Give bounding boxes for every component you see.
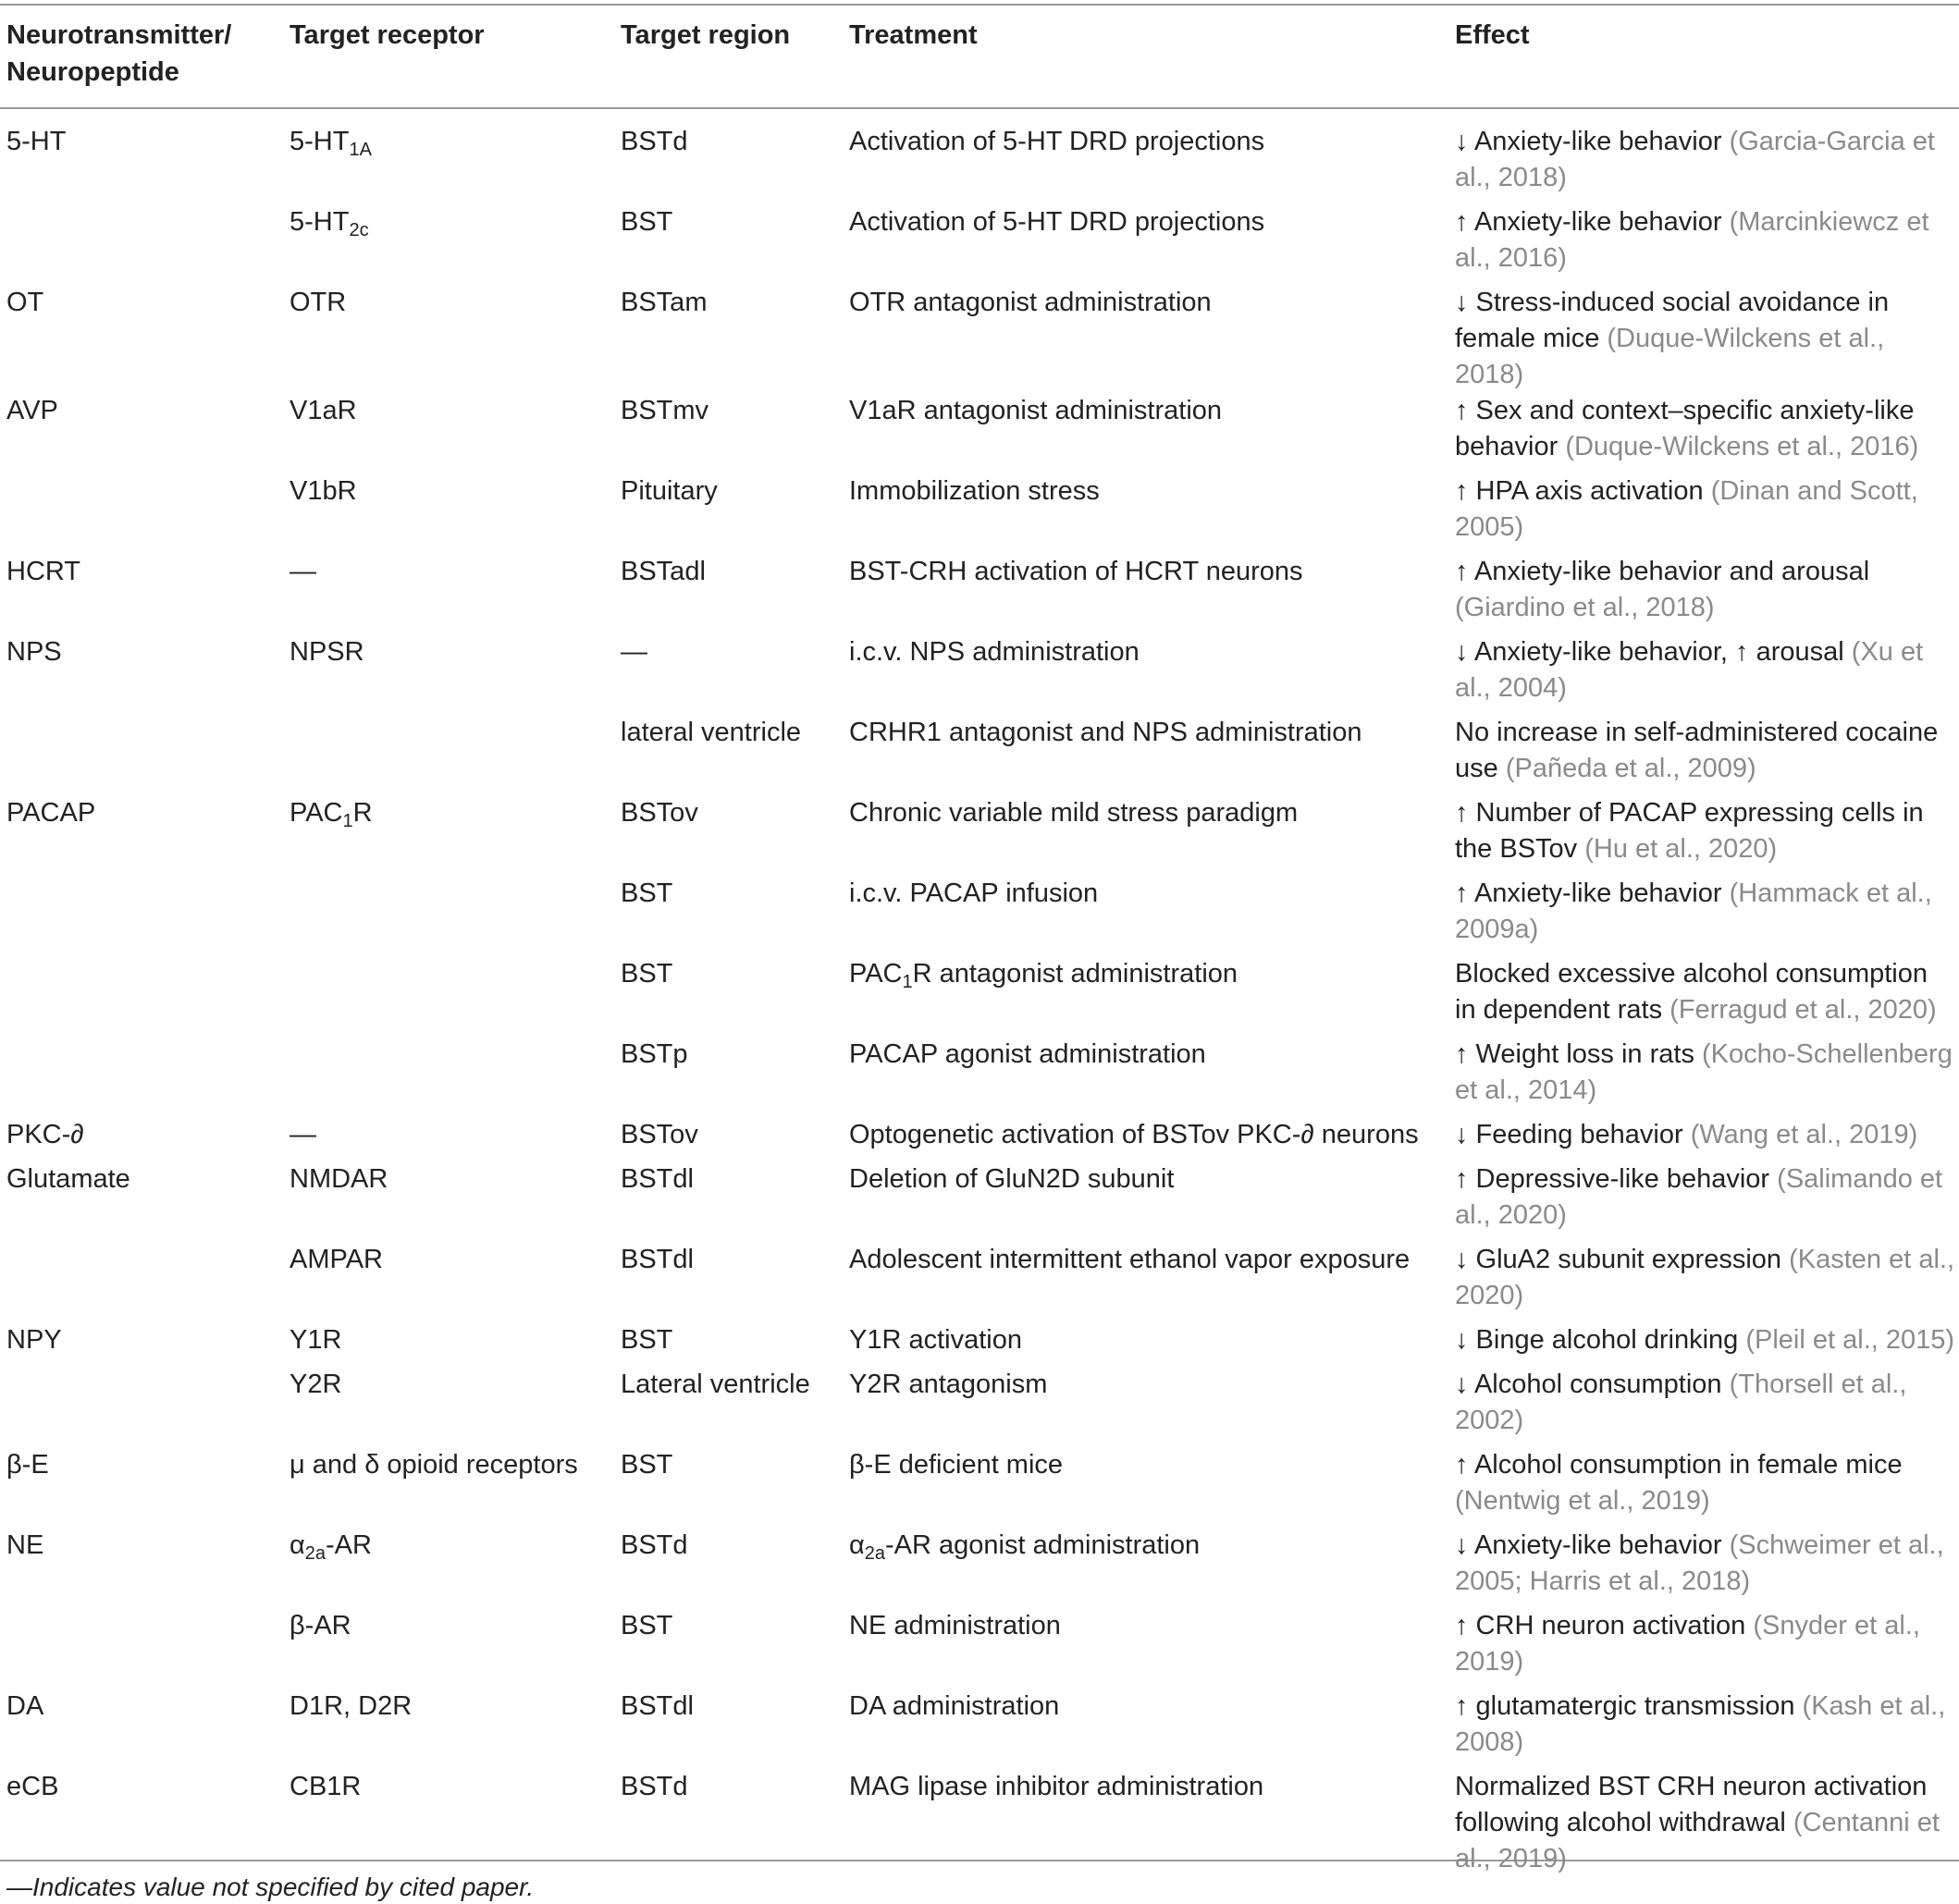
cell-target-receptor: [283, 1037, 614, 1117]
cell-treatment: [843, 285, 1448, 393]
cell-target-region: [614, 1117, 843, 1161]
table-row: [0, 634, 1959, 715]
region-text: BSTam: [621, 288, 708, 317]
receptor-subscript: 2a: [304, 1543, 326, 1564]
effect-text: ↑ glutamatergic transmission: [1455, 1691, 1803, 1721]
cell-target-region: [614, 634, 843, 715]
neurotransmitter-text: OT: [6, 288, 44, 317]
cell-target-region: [614, 1447, 843, 1528]
cell-treatment: [843, 1367, 1448, 1447]
cell-effect: [1448, 1322, 1959, 1367]
treatment-text: V1aR antagonist administration: [849, 396, 1223, 425]
cell-target-region: [614, 1367, 843, 1447]
effect-text: ↑ Anxiety-like behavior: [1455, 878, 1730, 908]
cell-neurotransmitter: [0, 876, 283, 956]
cell-neurotransmitter: [0, 285, 283, 393]
cell-target-region: [614, 473, 843, 554]
table-row: [0, 393, 1959, 473]
effect-text: No increase in self-administered cocaine use: [1455, 718, 1939, 783]
effect-text: ↑ Alcohol consumption in female mice: [1455, 1450, 1903, 1480]
effect-text: ↓ Anxiety-like behavior, ↑ arousal: [1455, 637, 1852, 667]
effect-text: ↑ Sex and context–specific anxiety-like behavior: [1455, 396, 1915, 461]
cell-target-receptor: [283, 204, 614, 285]
citation-text: (Kasten et al., 2020): [1455, 1245, 1955, 1310]
table-row: [0, 1769, 1959, 1886]
receptor-text: 5-HT: [290, 207, 350, 237]
table-row: [0, 107, 1959, 204]
cell-treatment: [843, 1161, 1448, 1242]
treatment-text: Activation of 5-HT DRD projections: [849, 127, 1265, 156]
table-row: [0, 285, 1959, 393]
cell-effect: [1448, 1161, 1959, 1242]
cell-neurotransmitter: [0, 1608, 283, 1689]
cell-target-receptor: [283, 876, 614, 956]
cell-treatment: [843, 1117, 1448, 1161]
effect-text: ↓ GluA2 subunit expression: [1455, 1245, 1790, 1274]
citation-text: (Pleil et al., 2015): [1745, 1325, 1955, 1355]
treatment-suffix: R antagonist administration: [912, 959, 1238, 989]
receptor-text: NPSR: [290, 637, 364, 667]
treatment-text: Activation of 5-HT DRD projections: [849, 207, 1265, 237]
treatment-text: NE administration: [849, 1611, 1061, 1640]
cell-treatment: [843, 1608, 1448, 1689]
cell-neurotransmitter: [0, 1367, 283, 1447]
region-text: BST: [621, 878, 673, 908]
cell-target-region: [614, 1242, 843, 1322]
table-top-rule: [0, 4, 1959, 6]
treatment-text: Y1R activation: [849, 1325, 1022, 1355]
cell-neurotransmitter: [0, 1769, 283, 1886]
cell-treatment: [843, 1528, 1448, 1608]
effect-text: ↑ Number of PACAP expressing cells in the BSTov: [1455, 798, 1924, 864]
citation-text: (Xu et al., 2004): [1455, 637, 1924, 703]
cell-target-region: [614, 107, 843, 204]
cell-target-receptor: [283, 1117, 614, 1161]
receptor-text: 5-HT: [290, 127, 350, 156]
effect-text: ↑ CRH neuron activation: [1455, 1611, 1754, 1640]
region-text: Pituitary: [621, 476, 718, 506]
cell-treatment: [843, 1769, 1448, 1886]
cell-target-receptor: [283, 1447, 614, 1528]
cell-treatment: [843, 554, 1448, 634]
cell-target-receptor: [283, 956, 614, 1037]
cell-neurotransmitter: [0, 1322, 283, 1367]
table-row: [0, 1161, 1959, 1242]
treatment-text: PACAP agonist administration: [849, 1039, 1206, 1069]
table-row: [0, 795, 1959, 876]
cell-neurotransmitter: [0, 1037, 283, 1117]
cell-neurotransmitter: [0, 1689, 283, 1769]
citation-text: (Duque-Wilckens et al., 2016): [1565, 432, 1919, 461]
receptor-text: μ and δ opioid receptors: [290, 1450, 578, 1480]
cell-target-receptor: [283, 393, 614, 473]
cell-treatment: [843, 634, 1448, 715]
region-text: BSTdl: [621, 1691, 694, 1721]
effect-text: ↑ Anxiety-like behavior and arousal: [1455, 557, 1870, 586]
cell-target-region: [614, 1769, 843, 1886]
region-text: lateral ventricle: [621, 718, 802, 747]
neurotransmitter-text: PACAP: [6, 798, 96, 828]
cell-target-region: [614, 393, 843, 473]
cell-effect: [1448, 795, 1959, 876]
neurotransmitter-text: DA: [6, 1691, 44, 1721]
citation-text: (Schweimer et al., 2005; Harris et al., 2018): [1455, 1530, 1944, 1596]
receptor-subscript: 1A: [349, 140, 372, 160]
treatment-suffix: -AR agonist administration: [885, 1530, 1201, 1560]
cell-neurotransmitter: [0, 204, 283, 285]
treatment-text: Y2R antagonism: [849, 1370, 1048, 1399]
cell-effect: [1448, 1117, 1959, 1161]
treatment-text: Immobilization stress: [849, 476, 1100, 506]
cell-target-receptor: [283, 554, 614, 634]
region-text: BST: [621, 1450, 673, 1480]
table-row: [0, 473, 1959, 554]
receptor-text: PAC: [290, 798, 343, 828]
cell-treatment: [843, 1322, 1448, 1367]
effect-text: ↓ Anxiety-like behavior: [1455, 1530, 1730, 1560]
cell-effect: [1448, 715, 1959, 795]
receptor-text: D1R, D2R: [290, 1691, 413, 1721]
effect-text: ↓ Anxiety-like behavior: [1455, 127, 1730, 156]
neurotransmitter-text: Glutamate: [6, 1164, 130, 1194]
cell-treatment: [843, 715, 1448, 795]
cell-target-receptor: [283, 473, 614, 554]
table-row: [0, 1322, 1959, 1367]
treatment-text: α: [849, 1530, 865, 1560]
effect-text: ↑ Anxiety-like behavior: [1455, 207, 1730, 237]
treatment-text: Optogenetic activation of BSTov PKC-∂ neurons: [849, 1120, 1419, 1149]
region-text: BSTp: [621, 1039, 688, 1069]
receptor-suffix: R: [352, 798, 373, 828]
neurotransmitter-text: β-E: [6, 1450, 49, 1480]
treatment-text: i.c.v. PACAP infusion: [849, 878, 1099, 908]
header-treatment: Treatment: [849, 20, 978, 50]
receptor-suffix: -AR: [326, 1530, 372, 1560]
cell-treatment: [843, 876, 1448, 956]
table-row: [0, 715, 1959, 795]
effect-text: ↓ Stress-induced social avoidance in female mice: [1455, 288, 1890, 353]
cell-effect: [1448, 1242, 1959, 1322]
cell-target-receptor: [283, 1322, 614, 1367]
cell-neurotransmitter: [0, 1242, 283, 1322]
region-text: BSTmv: [621, 396, 709, 425]
cell-treatment: [843, 1037, 1448, 1117]
cell-target-region: [614, 1322, 843, 1367]
cell-target-receptor: [283, 107, 614, 204]
neurotransmitter-text: NPS: [6, 637, 62, 667]
region-text: BSTd: [621, 1530, 688, 1560]
cell-effect: [1448, 204, 1959, 285]
table-row: [0, 1242, 1959, 1322]
table-row: [0, 876, 1959, 956]
cell-target-region: [614, 795, 843, 876]
cell-target-receptor: [283, 1161, 614, 1242]
cell-neurotransmitter: [0, 473, 283, 554]
cell-treatment: [843, 1689, 1448, 1769]
citation-text: (Salimando et al., 2020): [1455, 1164, 1943, 1230]
receptor-text: Y1R: [290, 1325, 342, 1355]
cell-target-region: [614, 876, 843, 956]
receptor-text: CB1R: [290, 1772, 362, 1801]
treatment-text: Chronic variable mild stress paradigm: [849, 798, 1299, 828]
citation-text: (Wang et al., 2019): [1690, 1120, 1918, 1149]
cell-effect: [1448, 1037, 1959, 1117]
receptor-subscript: 2c: [349, 220, 369, 240]
cell-target-region: [614, 1037, 843, 1117]
region-text: BSTd: [621, 127, 688, 156]
neurotransmitter-text: PKC-∂: [6, 1120, 84, 1149]
cell-target-region: [614, 204, 843, 285]
cell-effect: [1448, 393, 1959, 473]
citation-text: (Marcinkiewcz et al., 2016): [1455, 207, 1929, 273]
region-text: —: [621, 637, 647, 667]
table-row: [0, 1528, 1959, 1608]
header-neurotransmitter: Neurotransmitter/ Neuropeptide: [6, 20, 232, 87]
table-row: [0, 554, 1959, 634]
receptor-text: α: [290, 1530, 305, 1560]
region-text: BSTov: [621, 798, 698, 828]
region-text: BST: [621, 207, 673, 237]
table-row: [0, 1117, 1959, 1161]
cell-effect: [1448, 1528, 1959, 1608]
treatment-text: β-E deficient mice: [849, 1450, 1064, 1480]
cell-neurotransmitter: [0, 393, 283, 473]
treatment-text: Deletion of GluN2D subunit: [849, 1164, 1175, 1194]
neurotransmitter-text: eCB: [6, 1772, 59, 1801]
citation-text: (Nentwig et al., 2019): [1455, 1486, 1710, 1516]
data-table: [0, 17, 1959, 1886]
region-text: BST: [621, 959, 673, 989]
receptor-text: AMPAR: [290, 1245, 383, 1274]
receptor-text: V1bR: [290, 476, 357, 506]
cell-treatment: [843, 1447, 1448, 1528]
table-row: [0, 956, 1959, 1037]
cell-effect: [1448, 1608, 1959, 1689]
cell-neurotransmitter: [0, 107, 283, 204]
receptor-text: NMDAR: [290, 1164, 388, 1194]
treatment-text: BST-CRH activation of HCRT neurons: [849, 557, 1303, 586]
table-footnote: —Indicates value not specified by cited paper.: [6, 1873, 535, 1901]
cell-effect: [1448, 285, 1959, 393]
neurotransmitter-text: 5-HT: [6, 127, 67, 156]
effect-text: Blocked excessive alcohol consumption in dependent rats: [1455, 959, 1928, 1025]
cell-treatment: [843, 795, 1448, 876]
citation-text: (Hu et al., 2020): [1584, 834, 1778, 864]
cell-target-region: [614, 956, 843, 1037]
region-text: BST: [621, 1325, 673, 1355]
receptor-text: β-AR: [290, 1611, 351, 1640]
table-row: [0, 1447, 1959, 1528]
effect-text: ↑ HPA axis activation: [1455, 476, 1711, 506]
cell-neurotransmitter: [0, 1447, 283, 1528]
cell-target-receptor: [283, 1689, 614, 1769]
effect-text: ↓ Alcohol consumption: [1455, 1370, 1730, 1399]
cell-effect: [1448, 634, 1959, 715]
region-text: BSTd: [621, 1772, 688, 1801]
header-target-receptor: Target receptor: [290, 20, 485, 50]
cell-target-receptor: [283, 1608, 614, 1689]
header-effect: Effect: [1455, 20, 1530, 50]
citation-text: (Centanni et al., 2019): [1455, 1808, 1940, 1873]
cell-target-receptor: [283, 285, 614, 393]
cell-treatment: [843, 473, 1448, 554]
cell-effect: [1448, 1367, 1959, 1447]
cell-neurotransmitter: [0, 795, 283, 876]
cell-treatment: [843, 1242, 1448, 1322]
region-text: BST: [621, 1611, 673, 1640]
region-text: BSTadl: [621, 557, 706, 586]
cell-effect: [1448, 876, 1959, 956]
region-text: BSTdl: [621, 1164, 694, 1194]
cell-effect: [1448, 473, 1959, 554]
neurotransmitter-text: HCRT: [6, 557, 81, 586]
region-text: BSTov: [621, 1120, 698, 1149]
receptor-text: V1aR: [290, 396, 357, 425]
citation-text: (Giardino et al., 2018): [1455, 593, 1715, 622]
cell-target-receptor: [283, 795, 614, 876]
citation-text: (Dinan and Scott, 2005): [1455, 476, 1918, 542]
effect-text: ↓ Binge alcohol drinking: [1455, 1325, 1746, 1355]
neurotransmitter-text: NPY: [6, 1325, 62, 1355]
cell-neurotransmitter: [0, 1161, 283, 1242]
cell-effect: [1448, 1689, 1959, 1769]
cell-target-region: [614, 1608, 843, 1689]
citation-text: (Ferragud et al., 2020): [1669, 995, 1937, 1025]
treatment-subscript: 1: [902, 972, 913, 992]
citation-text: (Kocho-Schellenberg et al., 2014): [1455, 1039, 1953, 1105]
neurotransmitter-text: AVP: [6, 396, 58, 425]
cell-neurotransmitter: [0, 956, 283, 1037]
receptor-text: Y2R: [290, 1370, 342, 1399]
region-text: BSTdl: [621, 1245, 694, 1274]
cell-target-region: [614, 1689, 843, 1769]
header-target-region: Target region: [621, 20, 791, 50]
cell-neurotransmitter: [0, 554, 283, 634]
neurotransmitter-text: NE: [6, 1530, 44, 1560]
cell-target-region: [614, 1528, 843, 1608]
treatment-subscript: 2a: [864, 1543, 886, 1564]
table-row: [0, 1689, 1959, 1769]
cell-neurotransmitter: [0, 1117, 283, 1161]
receptor-text: —: [290, 557, 316, 586]
table-body: [0, 107, 1959, 1886]
treatment-text: PAC: [849, 959, 903, 989]
cell-target-receptor: [283, 1242, 614, 1322]
table-row: [0, 1037, 1959, 1117]
cell-treatment: [843, 204, 1448, 285]
receptor-subscript: 1: [342, 811, 353, 831]
effect-text: ↓ Feeding behavior: [1455, 1120, 1691, 1149]
treatment-text: CRHR1 antagonist and NPS administration: [849, 718, 1362, 747]
treatment-text: Adolescent intermittent ethanol vapor exposure: [849, 1245, 1411, 1274]
treatment-text: i.c.v. NPS administration: [849, 637, 1140, 667]
cell-neurotransmitter: [0, 634, 283, 715]
cell-effect: [1448, 554, 1959, 634]
treatment-text: MAG lipase inhibitor administration: [849, 1772, 1264, 1801]
table-row: [0, 1608, 1959, 1689]
cell-target-region: [614, 1161, 843, 1242]
citation-text: (Garcia-Garcia et al., 2018): [1455, 127, 1935, 192]
cell-effect: [1448, 956, 1959, 1037]
cell-target-receptor: [283, 1367, 614, 1447]
cell-neurotransmitter: [0, 1528, 283, 1608]
table-row: [0, 1367, 1959, 1447]
cell-effect: [1448, 1447, 1959, 1528]
treatment-text: OTR antagonist administration: [849, 288, 1212, 317]
table-row: [0, 204, 1959, 285]
cell-target-receptor: [283, 634, 614, 715]
cell-target-receptor: [283, 715, 614, 795]
effect-text: ↑ Depressive-like behavior: [1455, 1164, 1778, 1194]
citation-text: (Hammack et al., 2009a): [1455, 878, 1932, 944]
cell-target-receptor: [283, 1769, 614, 1886]
cell-target-region: [614, 715, 843, 795]
cell-treatment: [843, 956, 1448, 1037]
citation-text: (Kash et al., 2008): [1455, 1691, 1946, 1757]
effect-text: ↑ Weight loss in rats: [1455, 1039, 1703, 1069]
cell-treatment: [843, 393, 1448, 473]
receptor-text: —: [290, 1120, 316, 1149]
effect-text: Normalized BST CRH neuron activation following alcohol withdrawal: [1455, 1772, 1928, 1837]
cell-target-region: [614, 285, 843, 393]
cell-effect: [1448, 1769, 1959, 1886]
treatment-text: DA administration: [849, 1691, 1060, 1721]
cell-treatment: [843, 107, 1448, 204]
receptor-text: OTR: [290, 288, 347, 317]
citation-text: (Duque-Wilckens et al., 2018): [1455, 324, 1885, 389]
citation-text: (Snyder et al., 2019): [1455, 1611, 1920, 1677]
citation-text: (Thorsell et al., 2002): [1455, 1370, 1907, 1435]
region-text: Lateral ventricle: [621, 1370, 810, 1399]
cell-neurotransmitter: [0, 715, 283, 795]
cell-target-region: [614, 554, 843, 634]
header-row: [0, 17, 1959, 107]
cell-target-receptor: [283, 1528, 614, 1608]
citation-text: (Pañeda et al., 2009): [1505, 754, 1756, 783]
cell-effect: [1448, 107, 1959, 204]
